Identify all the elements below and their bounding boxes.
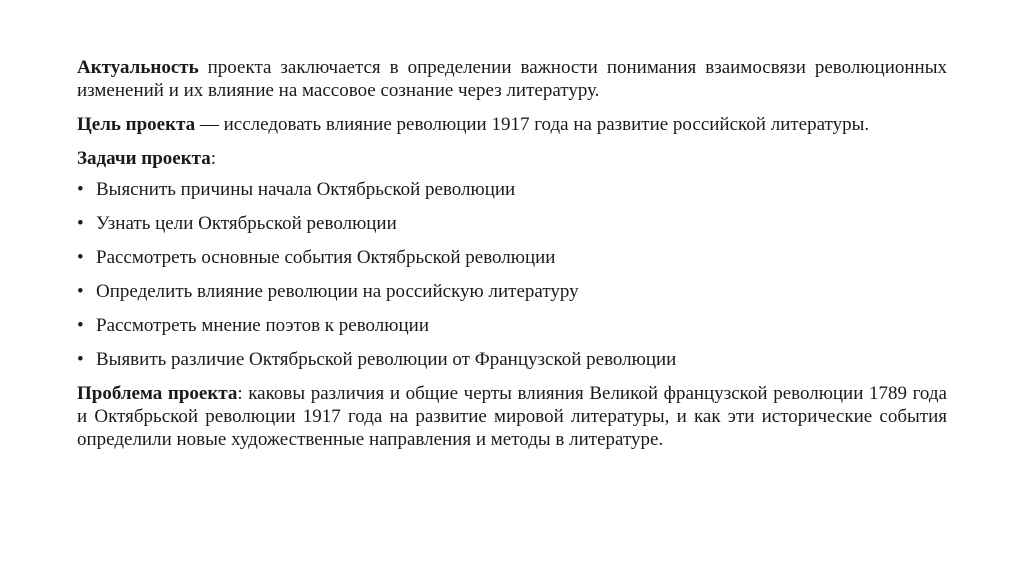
problem-title: Проблема проекта [77,383,238,404]
bullet-icon: • [77,213,84,234]
list-item [77,246,947,269]
problem-text: : каковы различия и общие черты влияния Великой французской революции 1789 года и Октябрьской революции 1917 года на развитие мировой литературы, и как эти исторические события определили новые художественные направления и методы в литературе. [77,383,947,450]
relevance-paragraph [77,56,947,102]
task-text: Узнать цели Октябрьской революции [96,213,397,234]
bullet-icon: • [77,179,84,200]
task-text: Рассмотреть основные события Октябрьской революции [96,247,556,268]
bullet-icon: • [77,349,84,370]
relevance-title: Актуальность [77,57,199,78]
tasks-title-suffix: : [210,148,217,169]
goal-text: — исследовать влияние революции 1917 года на развитие российской литературы. [195,114,870,135]
tasks-list [77,178,947,371]
slide-content [77,56,947,462]
list-item [77,178,947,201]
list-item [77,280,947,303]
tasks-title: Задачи проекта [77,148,211,169]
task-text: Рассмотреть мнение поэтов к революции [96,315,429,336]
task-text: Выяснить причины начала Октябрьской революции [96,179,516,200]
bullet-icon: • [77,247,84,268]
bullet-icon: • [77,281,84,302]
task-text: Выявить различие Октябрьской революции от Французской революции [96,349,677,370]
relevance-text: проекта заключается в определении важности понимания взаимосвязи революционных изменений и их влияние на массовое сознание через литературу. [77,57,947,101]
list-item [77,212,947,235]
goal-paragraph [77,113,947,136]
list-item [77,314,947,337]
bullet-icon: • [77,315,84,336]
list-item [77,348,947,371]
task-text: Определить влияние революции на российскую литературу [96,281,579,302]
goal-title: Цель проекта [77,114,196,135]
problem-paragraph [77,382,947,451]
tasks-heading [77,147,947,170]
